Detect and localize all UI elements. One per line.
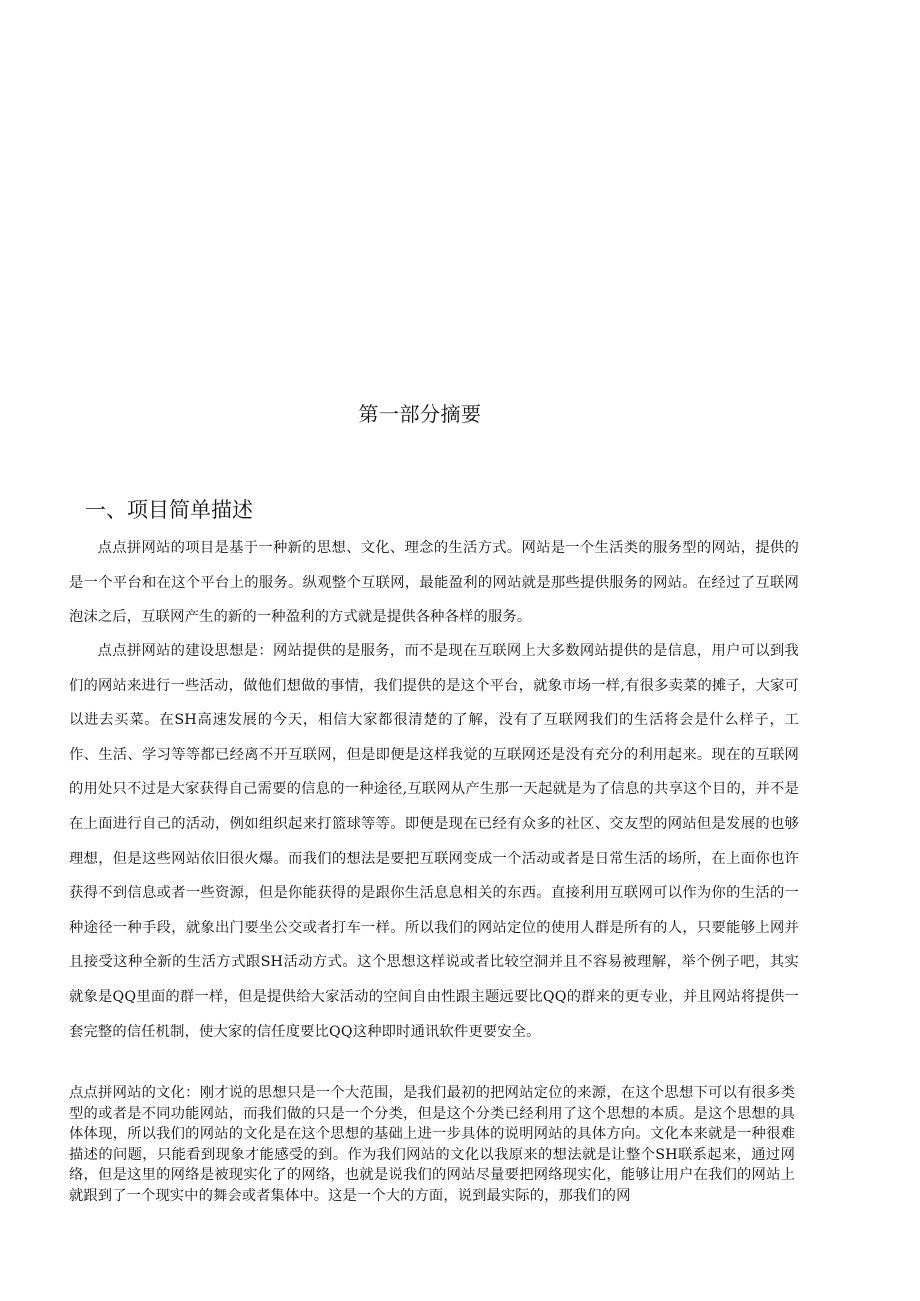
part-title: 第一部分摘要: [358, 402, 482, 426]
paragraph-website-culture: 点点拼网站的文化：刚才说的思想只是一个大范围，是我们最初的把网站定位的来源，在这个思想下可以有很多类型的或者是不同功能网站，而我们做的只是一个分类，但是这个分类已经利用了这个思想的本质。是这个思想的具体体现，所以我们的网站的文化是在这个思想的基础上进一步具体的说明网站的具体方向。文化本来就是一种很难描述的问题，只能看到现象才能感受的到。作为我们网站的文化以我原来的想法就是让整个SH联系起来，通过网络，但是这里的网络是被现实化了的网络，也就是说我们的网站尽量要把网络现实化，能够让用户在我们的网站上就跟到了一个现实中的舞会或者集体中。这是一个大的方面，说到最实际的，那我们的网: [69, 1085, 795, 1204]
paragraph-project-description: 点点拼网站的项目是基于一种新的思想、文化、理念的生活方式。网站是一个生活类的服务型的网站，提供的是一个平台和在这个平台上的服务。纵观整个互联网，最能盈利的网站就是那些提供服务的网站。在经过了互联网泡沫之后，互联网产生的新的一种盈利的方式就是提供各种各样的服务。: [69, 540, 799, 626]
section-heading: 一、项目简单描述: [85, 498, 253, 522]
paragraph-construction-idea: 点点拼网站的建设思想是：网站提供的是服务，而不是现在互联网上大多数网站提供的是信息，用户可以到我们的网站来进行一些活动，做他们想做的事情，我们提供的是这个平台，就象市场一样,有很多卖菜的摊子，大家可以进去买菜。在SH高速发展的今天，相信大家都很清楚的了解，没有了互联网我们的生活将会是什么样子，工作、生活、学习等等都已经离不开互联网，但是即便是这样我觉的互联网还是没有充分的利用起来。现在的互联网的用处只不过是大家获得自己需要的信息的一种途径,互联网从产生那一天起就是为了信息的共享这个目的，并不是在上面进行自己的活动，例如组织起来打篮球等等。即便是现在已经有众多的社区、交友型的网站但是发展的也够理想，但是这些网站依旧很火爆。而我们的想法是要把互联网变成一个活动或者是日常生活的场所，在上面你也许获得不到信息或者一些资源，但是你能获得的是跟你生活息息相关的东西。直接利用互联网可以作为你的生活的一种途径一种手段，就象出门要坐公交或者打车一样。所以我们的网站定位的使用人群是所有的人，只要能够上网并且接受这种全新的生活方式跟SH活动方式。这个思想这样说或者比较空洞并且不容易被理解，举个例子吧，其实就象是QQ里面的群一样，但是提供给大家活动的空间自由性跟主题远要比QQ的群来的更专业，并且网站将提供一套完整的信任机制，使大家的信任度要比QQ这种即时通讯软件更要安全。: [69, 643, 799, 1040]
